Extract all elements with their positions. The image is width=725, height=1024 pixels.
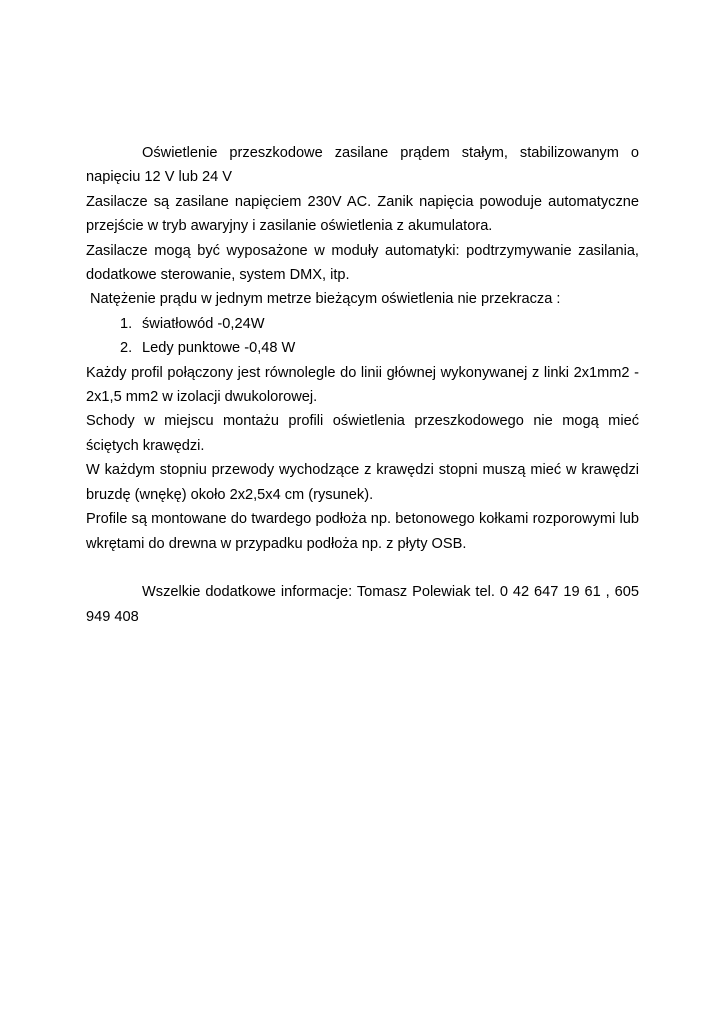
paragraph-stairs: Schody w miejscu montażu profili oświetlenia przeszkodowego nie mogą mieć ściętych krawędzi. [86,413,639,454]
paragraph-ac-supply: Zasilacze są zasilane napięciem 230V AC. Zanik napięcia powoduje automatyczne przejście w tryb awaryjny i zasilanie oświetlenia z akumulatora. [86,193,639,235]
document-body [86,141,639,629]
paragraph-groove: W każdym stopniu przewody wychodzące z krawędzi stopni muszą mieć w krawędzi bruzdę (wnękę) około 2x2,5x4 cm (rysunek). [86,462,639,503]
spacer [86,556,639,580]
list-item-number: 2. [120,340,133,357]
paragraph-mounting: Profile są montowane do twardego podłoża np. betonowego kołkami rozporowymi lub wkrętami do drewna w przypadku podłoża np. z płyty OSB. [86,511,639,552]
list-item [86,312,639,336]
current-list [86,312,639,361]
paragraph-power-supply: Oświetlenie przeszkodowe zasilane prądem stałym, stabilizowanym o napięciu 12 V lub 24 V [86,145,639,186]
paragraph-automation: Zasilacze mogą być wyposażone w moduły automatyki: podtrzymywanie zasilania, dodatkowe sterowanie, system DMX, itp. [86,242,639,284]
paragraph-contact: Wszelkie dodatkowe informacje: Tomasz Polewiak tel. 0 42 647 19 61 , 605 949 408 [86,584,639,625]
list-item-number: 1. [120,315,133,332]
list-item-text: światłowód -0,24W [142,315,265,332]
paragraph-current: Natężenie prądu w jednym metrze bieżącym oświetlenia nie przekracza : [90,291,561,308]
list-item [86,336,639,360]
list-item-text: Ledy punktowe -0,48 W [142,340,296,357]
paragraph-profile-connection: Każdy profil połączony jest równolegle do linii głównej wykonywanej z linki 2x1mm2 - 2x1,5 mm2 w izolacji dwukolorowej. [86,364,639,406]
